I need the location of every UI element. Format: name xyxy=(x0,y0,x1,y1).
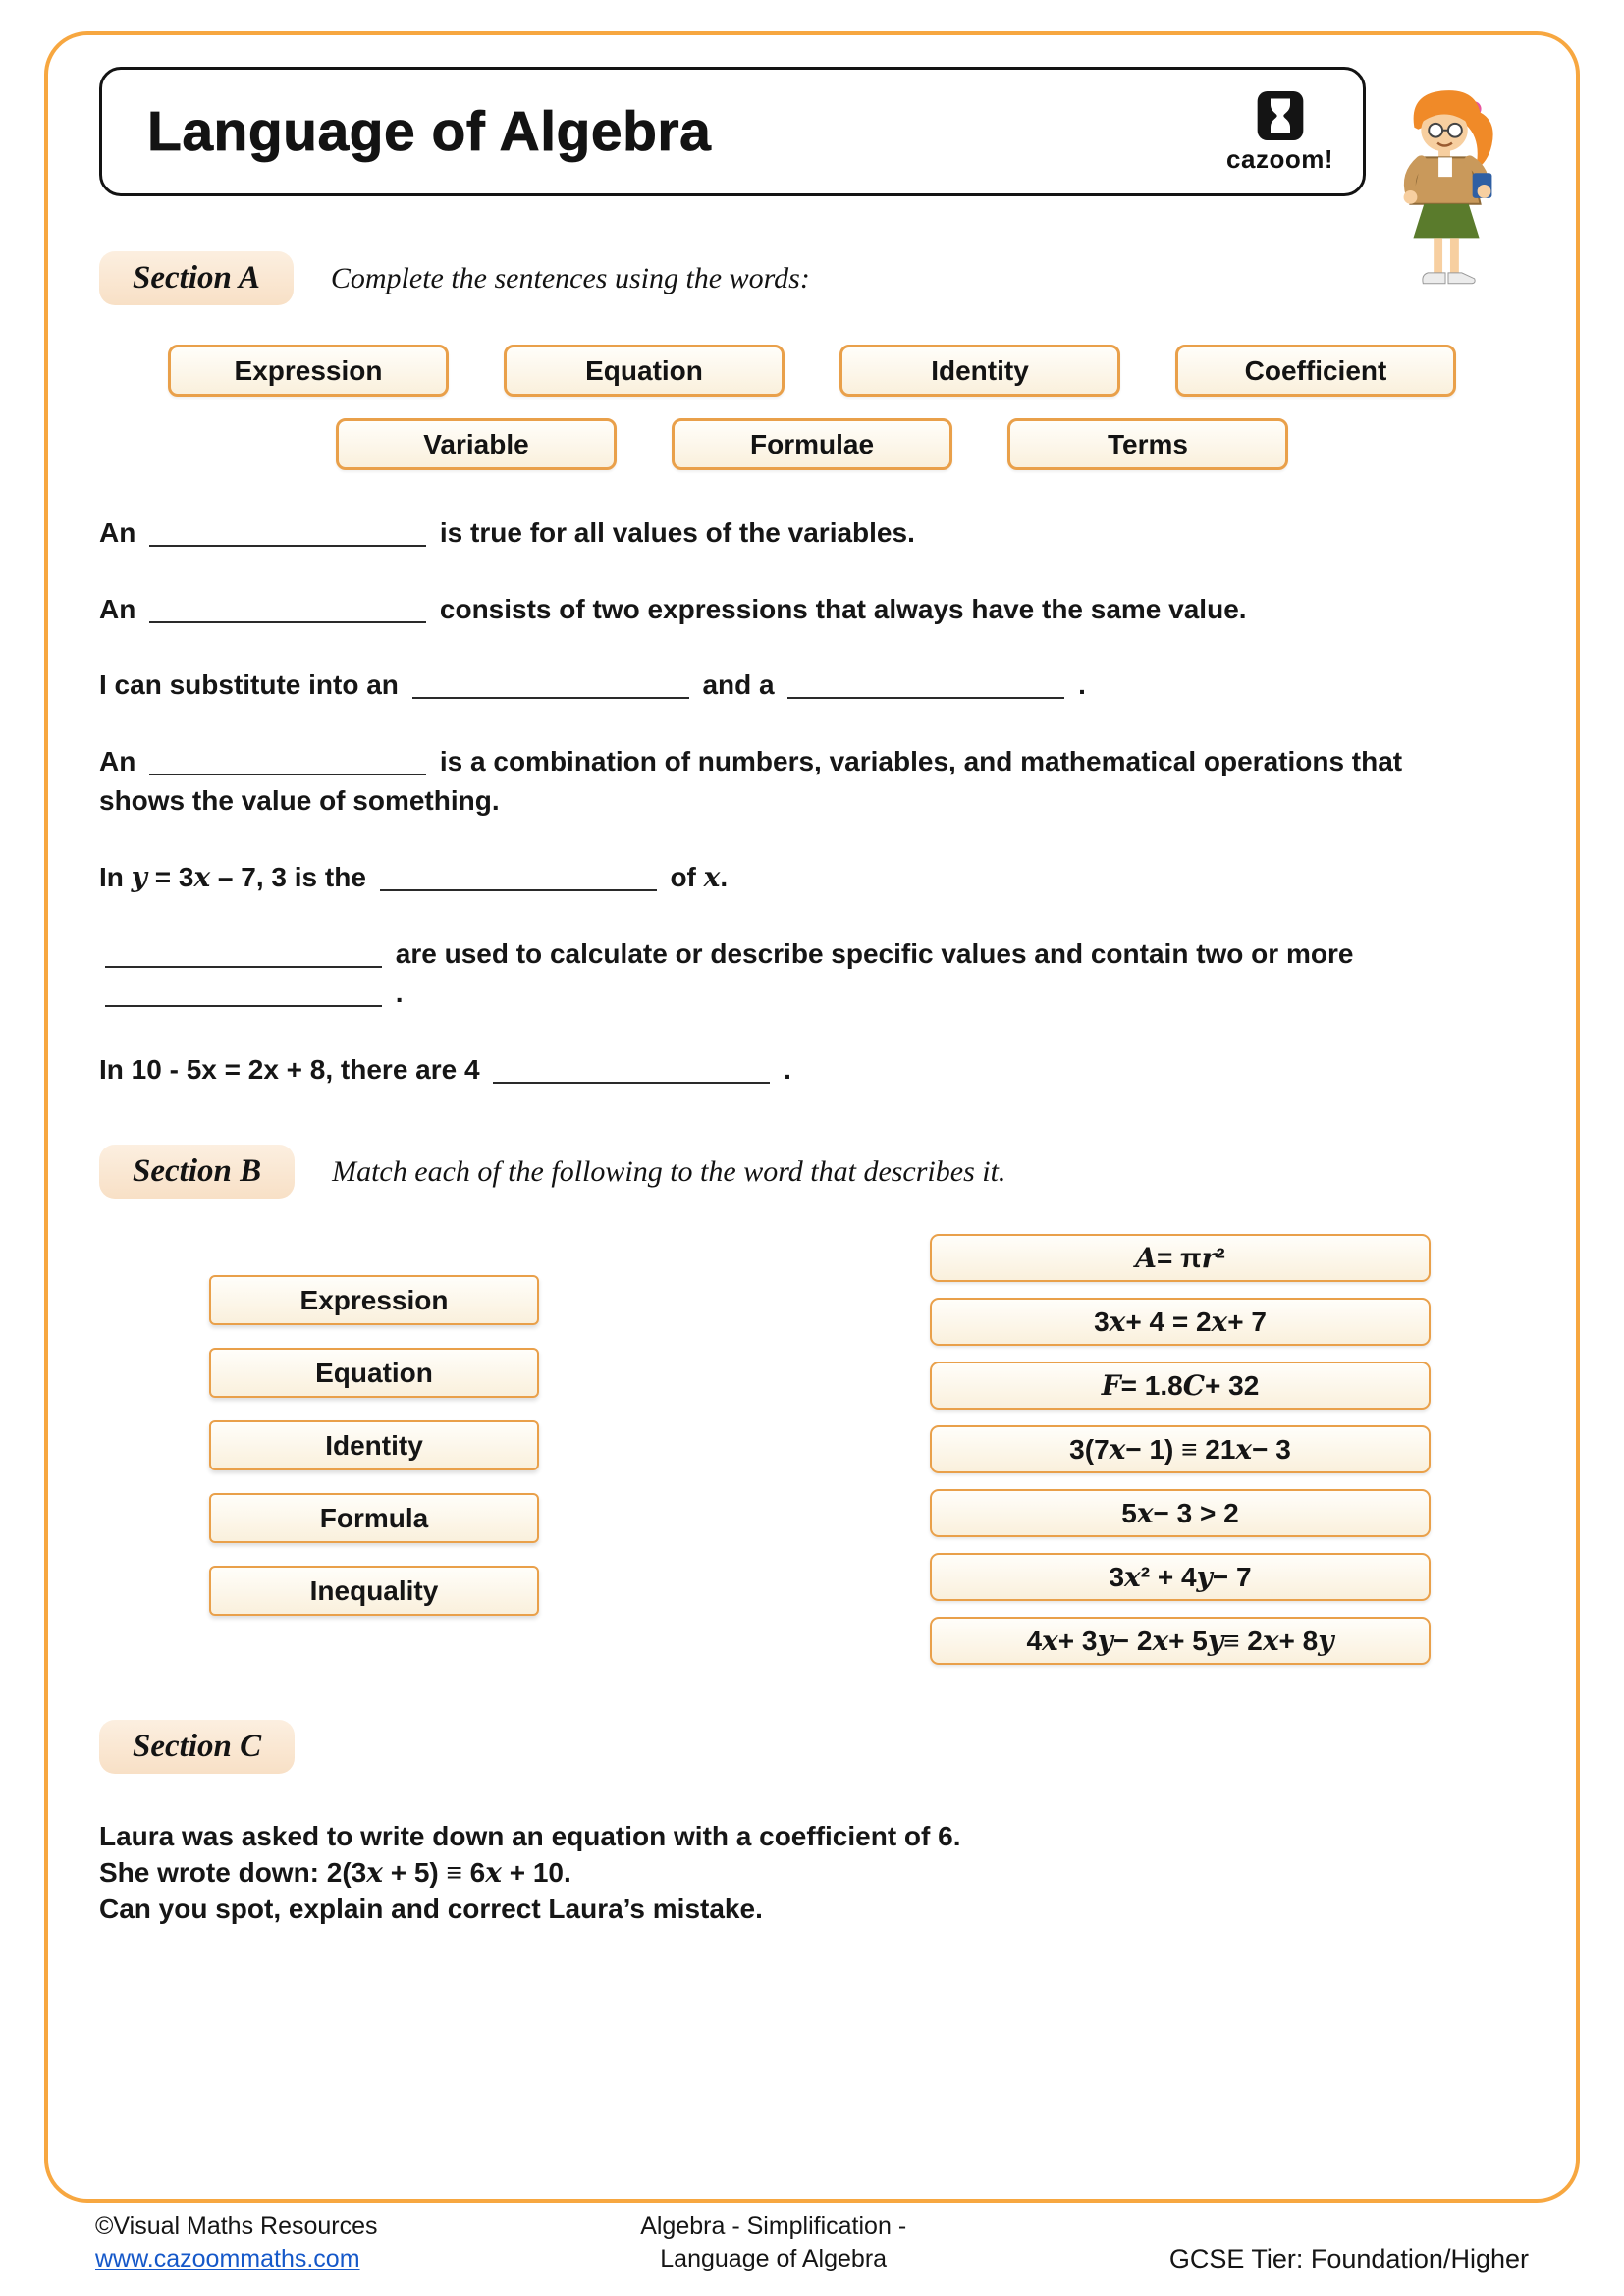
text-segment: In 10 - 5x = 2x + 8, there are 4 xyxy=(99,1053,488,1085)
footer-center-line1: Algebra - Simplification - xyxy=(640,2213,907,2240)
math-variable: x xyxy=(1211,1306,1228,1339)
section-b-label: Section B xyxy=(99,1145,295,1199)
text-segment: An xyxy=(99,517,144,548)
section-a-label: Section A xyxy=(99,251,294,305)
math-variable: x xyxy=(1109,1306,1126,1339)
section-a-header xyxy=(99,251,1525,305)
word-bank-row-1 xyxy=(99,345,1525,397)
fill-in-sentence xyxy=(99,858,1464,898)
math-variable: x xyxy=(1124,1561,1141,1594)
text-segment: − 3 xyxy=(1252,1433,1291,1465)
fill-in-sentence xyxy=(99,1050,1464,1091)
section-b-header xyxy=(99,1145,1525,1199)
math-variable: x xyxy=(1109,1433,1126,1467)
text-segment: is a combination of numbers, variables, and mathematical operations that shows the value of something. xyxy=(99,745,1403,817)
section-c-line xyxy=(99,1892,1525,1928)
text-segment: − 2 xyxy=(1112,1625,1153,1656)
section-c-text xyxy=(99,1819,1525,1928)
text-segment: – 7, 3 is the xyxy=(210,861,374,892)
footer-left xyxy=(95,2211,378,2274)
text-segment: + 5 xyxy=(1168,1625,1208,1656)
answer-blank xyxy=(149,596,426,623)
text-segment: 3 xyxy=(1109,1561,1125,1592)
fill-in-sentence xyxy=(99,934,1464,1014)
math-variable: C xyxy=(1182,1369,1205,1403)
word-bank-chip: Formulae xyxy=(672,418,952,470)
math-variable: x xyxy=(1262,1625,1279,1658)
text-segment: + 32 xyxy=(1204,1369,1260,1401)
math-variable: y xyxy=(1207,1625,1224,1658)
text-segment: An xyxy=(99,745,144,776)
fill-in-sentence xyxy=(99,742,1464,822)
sentence-list xyxy=(99,513,1464,1090)
text-segment: + 7 xyxy=(1227,1306,1267,1337)
text-segment: An xyxy=(99,593,144,624)
expression-box xyxy=(930,1425,1431,1473)
text-segment: + 3 xyxy=(1057,1625,1098,1656)
answer-blank xyxy=(149,519,426,547)
fill-in-sentence xyxy=(99,666,1464,706)
text-segment: + 8 xyxy=(1278,1625,1319,1656)
math-variable: y xyxy=(1318,1625,1334,1658)
expression-box xyxy=(930,1489,1431,1537)
term-box: Expression xyxy=(209,1275,539,1325)
text-segment: + 10. xyxy=(501,1857,571,1889)
cazoom-logo-icon xyxy=(1256,89,1305,142)
word-bank-chip: Expression xyxy=(168,345,449,397)
term-box: Identity xyxy=(209,1420,539,1470)
expression-box xyxy=(930,1553,1431,1601)
text-segment: of xyxy=(662,861,704,892)
text-segment: ≡ 2 xyxy=(1223,1625,1263,1656)
math-variable: x xyxy=(193,860,211,893)
text-segment: = π xyxy=(1157,1242,1202,1273)
expression-list xyxy=(930,1234,1431,1665)
fill-in-sentence xyxy=(99,590,1464,630)
math-variable: x xyxy=(1235,1433,1253,1467)
math-variable: y xyxy=(1196,1561,1213,1594)
page-border xyxy=(44,31,1580,2203)
math-variable: r xyxy=(1201,1242,1217,1275)
text-segment: − 1) ≡ 21 xyxy=(1125,1433,1236,1465)
math-variable: x xyxy=(1136,1497,1154,1530)
expression-box xyxy=(930,1362,1431,1410)
text-segment: She wrote down: 2(3 xyxy=(99,1857,367,1889)
text-segment: and a xyxy=(694,669,783,701)
text-segment: Laura was asked to write down an equation with a coefficient of 6. xyxy=(99,1821,961,1852)
math-variable: x xyxy=(1042,1625,1058,1658)
text-segment: I can substitute into an xyxy=(99,669,406,701)
answer-blank xyxy=(105,980,382,1007)
section-c-label: Section C xyxy=(99,1720,295,1774)
footer-link[interactable]: www.cazoommaths.com xyxy=(95,2244,360,2272)
text-segment: consists of two expressions that always have the same value. xyxy=(432,593,1247,624)
title-box xyxy=(99,67,1366,196)
section-c-header xyxy=(99,1720,1525,1774)
answer-blank xyxy=(149,748,426,775)
section-a-instruction: Complete the sentences using the words: xyxy=(330,261,810,294)
text-segment: . xyxy=(720,861,729,892)
math-variable: y xyxy=(1097,1625,1113,1658)
math-variable: x xyxy=(703,860,721,893)
word-bank-chip: Identity xyxy=(839,345,1120,397)
worksheet-page xyxy=(48,35,1576,2199)
term-box: Formula xyxy=(209,1493,539,1543)
expression-box xyxy=(930,1234,1431,1282)
text-segment: = 1.8 xyxy=(1120,1369,1183,1401)
cazoom-logo xyxy=(1226,89,1333,175)
math-variable: F xyxy=(1101,1369,1121,1403)
cazoom-logo-text: cazoom! xyxy=(1226,143,1333,174)
math-variable: x xyxy=(366,1856,383,1890)
footer-tier: GCSE Tier: Foundation/Higher xyxy=(1168,2244,1529,2273)
text-segment: is true for all values of the variables. xyxy=(432,517,915,548)
mascot-girl-illustration xyxy=(1370,80,1525,294)
term-box: Equation xyxy=(209,1348,539,1398)
section-b-instruction: Match each of the following to the word that describes it. xyxy=(332,1154,1006,1188)
text-segment: − 7 xyxy=(1212,1561,1252,1592)
text-segment: = 3 xyxy=(146,861,194,892)
text-segment: In xyxy=(99,861,132,892)
fill-in-sentence xyxy=(99,513,1464,554)
answer-blank xyxy=(493,1056,770,1084)
word-bank-chip: Terms xyxy=(1007,418,1288,470)
term-box: Inequality xyxy=(209,1566,539,1616)
text-segment: ² xyxy=(1216,1242,1225,1273)
text-segment: are used to calculate or describe specific values and contain two or more xyxy=(388,937,1354,969)
text-segment: 3 xyxy=(1094,1306,1110,1337)
expression-box xyxy=(930,1617,1431,1665)
footer-center-line2: Language of Algebra xyxy=(660,2244,888,2272)
math-variable: x xyxy=(485,1856,502,1890)
word-bank-chip: Coefficient xyxy=(1175,345,1456,397)
text-segment: ² + 4 xyxy=(1140,1561,1197,1592)
expression-box xyxy=(930,1298,1431,1346)
text-segment: + 4 = 2 xyxy=(1125,1306,1212,1337)
word-bank-row-2 xyxy=(99,418,1525,470)
text-segment: Can you spot, explain and correct Laura’s mistake. xyxy=(99,1894,763,1925)
answer-blank xyxy=(105,940,382,968)
footer-center xyxy=(640,2211,906,2274)
math-variable: x xyxy=(1152,1625,1169,1658)
answer-blank xyxy=(380,864,657,891)
footer xyxy=(95,2211,1529,2274)
section-c-line xyxy=(99,1855,1525,1892)
math-variable: y xyxy=(131,860,147,893)
text-segment: . xyxy=(388,978,404,1009)
term-list xyxy=(209,1275,539,1665)
header xyxy=(99,67,1525,196)
text-segment: − 3 > 2 xyxy=(1153,1497,1239,1528)
page-title: Language of Algebra xyxy=(147,100,712,163)
word-bank-chip: Equation xyxy=(504,345,785,397)
text-segment: 3(7 xyxy=(1069,1433,1110,1465)
footer-copyright: ©Visual Maths Resources xyxy=(95,2213,378,2240)
text-segment: . xyxy=(776,1053,791,1085)
section-c-line xyxy=(99,1819,1525,1855)
word-bank-chip: Variable xyxy=(336,418,617,470)
text-segment: + 5) ≡ 6 xyxy=(382,1857,486,1889)
matching-area xyxy=(99,1234,1525,1665)
text-segment: 4 xyxy=(1026,1625,1043,1656)
answer-blank xyxy=(412,671,689,699)
math-variable: A xyxy=(1135,1242,1158,1275)
text-segment: 5 xyxy=(1121,1497,1137,1528)
text-segment: . xyxy=(1070,669,1086,701)
answer-blank xyxy=(787,671,1064,699)
